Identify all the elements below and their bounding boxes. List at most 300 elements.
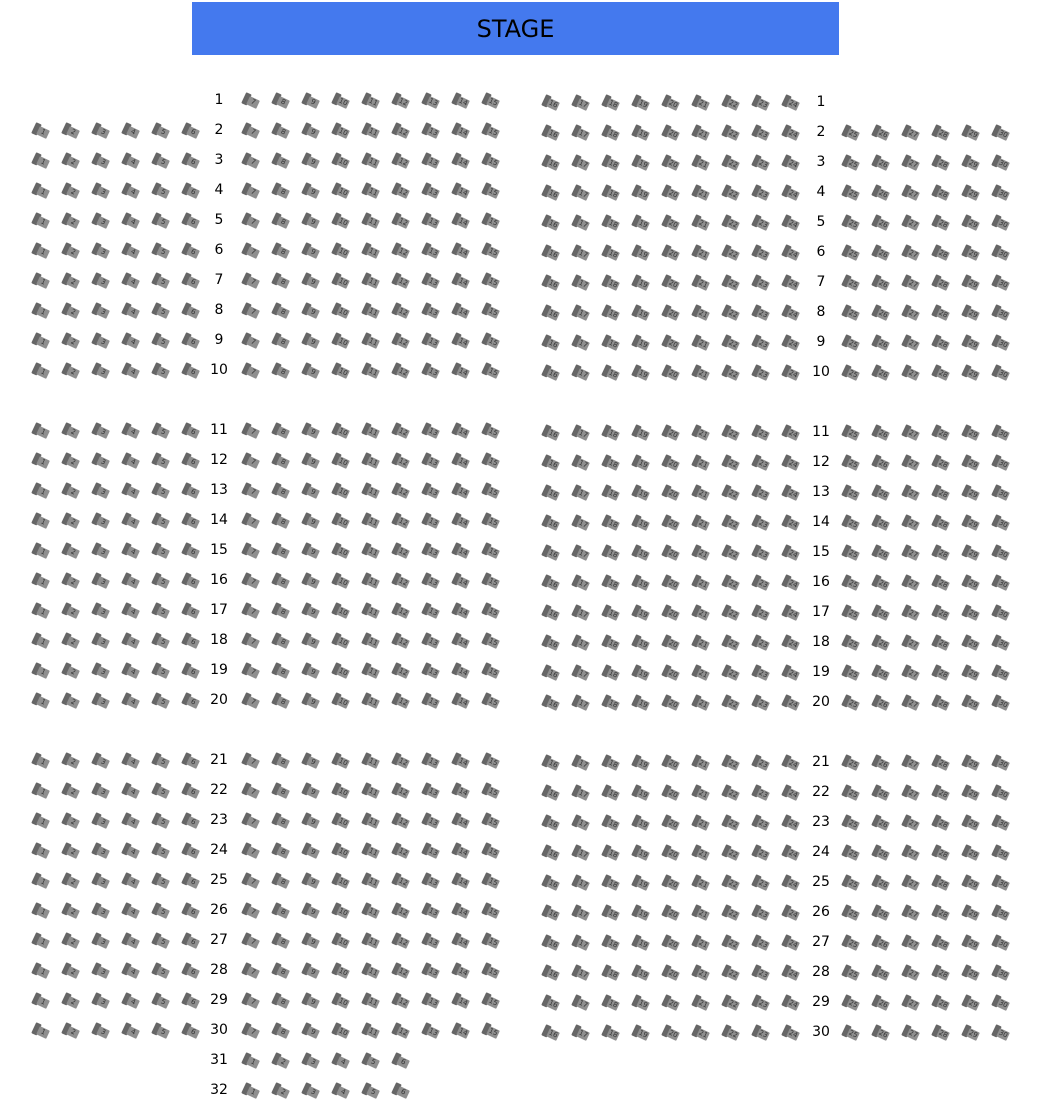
seat[interactable] bbox=[663, 367, 679, 379]
seat[interactable] bbox=[363, 935, 379, 947]
seat[interactable] bbox=[963, 307, 979, 319]
seat[interactable] bbox=[243, 575, 259, 587]
seat[interactable] bbox=[543, 427, 559, 439]
seat[interactable] bbox=[723, 907, 739, 919]
seat[interactable] bbox=[273, 365, 289, 377]
seat[interactable] bbox=[663, 217, 679, 229]
seat[interactable] bbox=[933, 307, 949, 319]
seat[interactable] bbox=[123, 905, 139, 917]
seat[interactable] bbox=[603, 787, 619, 799]
seat[interactable] bbox=[153, 275, 169, 287]
seat[interactable] bbox=[333, 905, 349, 917]
seat[interactable] bbox=[153, 875, 169, 887]
seat[interactable] bbox=[843, 457, 859, 469]
seat[interactable] bbox=[963, 517, 979, 529]
seat[interactable] bbox=[543, 937, 559, 949]
seat[interactable] bbox=[33, 845, 49, 857]
seat[interactable] bbox=[33, 905, 49, 917]
seat[interactable] bbox=[333, 785, 349, 797]
seat[interactable] bbox=[993, 607, 1009, 619]
seat[interactable] bbox=[333, 455, 349, 467]
seat[interactable] bbox=[543, 487, 559, 499]
seat[interactable] bbox=[243, 1055, 259, 1067]
seat[interactable] bbox=[303, 635, 319, 647]
seat[interactable] bbox=[423, 845, 439, 857]
seat[interactable] bbox=[633, 697, 649, 709]
seat[interactable] bbox=[663, 307, 679, 319]
seat[interactable] bbox=[753, 247, 769, 259]
seat[interactable] bbox=[273, 335, 289, 347]
seat[interactable] bbox=[693, 577, 709, 589]
seat[interactable] bbox=[33, 695, 49, 707]
seat[interactable] bbox=[153, 515, 169, 527]
seat[interactable] bbox=[423, 365, 439, 377]
seat[interactable] bbox=[693, 667, 709, 679]
seat[interactable] bbox=[453, 125, 469, 137]
seat[interactable] bbox=[663, 547, 679, 559]
seat[interactable] bbox=[423, 785, 439, 797]
seat[interactable] bbox=[273, 635, 289, 647]
seat[interactable] bbox=[363, 575, 379, 587]
seat[interactable] bbox=[963, 457, 979, 469]
seat[interactable] bbox=[453, 785, 469, 797]
seat[interactable] bbox=[33, 785, 49, 797]
seat[interactable] bbox=[663, 427, 679, 439]
seat[interactable] bbox=[243, 275, 259, 287]
seat[interactable] bbox=[993, 517, 1009, 529]
seat[interactable] bbox=[843, 247, 859, 259]
seat[interactable] bbox=[483, 605, 499, 617]
seat[interactable] bbox=[123, 635, 139, 647]
seat[interactable] bbox=[843, 487, 859, 499]
seat[interactable] bbox=[873, 997, 889, 1009]
seat[interactable] bbox=[273, 155, 289, 167]
seat[interactable] bbox=[363, 695, 379, 707]
seat[interactable] bbox=[723, 577, 739, 589]
seat[interactable] bbox=[333, 875, 349, 887]
seat[interactable] bbox=[483, 1025, 499, 1037]
seat[interactable] bbox=[63, 905, 79, 917]
seat[interactable] bbox=[333, 815, 349, 827]
seat[interactable] bbox=[963, 667, 979, 679]
seat[interactable] bbox=[63, 185, 79, 197]
seat[interactable] bbox=[363, 125, 379, 137]
seat[interactable] bbox=[123, 965, 139, 977]
seat[interactable] bbox=[633, 97, 649, 109]
seat[interactable] bbox=[393, 275, 409, 287]
seat[interactable] bbox=[153, 575, 169, 587]
seat[interactable] bbox=[93, 305, 109, 317]
seat[interactable] bbox=[633, 667, 649, 679]
seat[interactable] bbox=[93, 125, 109, 137]
seat[interactable] bbox=[723, 457, 739, 469]
seat[interactable] bbox=[243, 155, 259, 167]
seat[interactable] bbox=[603, 547, 619, 559]
seat[interactable] bbox=[273, 785, 289, 797]
seat[interactable] bbox=[963, 847, 979, 859]
seat[interactable] bbox=[273, 815, 289, 827]
seat[interactable] bbox=[723, 247, 739, 259]
seat[interactable] bbox=[153, 485, 169, 497]
seat[interactable] bbox=[843, 277, 859, 289]
seat[interactable] bbox=[303, 755, 319, 767]
seat[interactable] bbox=[303, 455, 319, 467]
seat[interactable] bbox=[633, 127, 649, 139]
seat[interactable] bbox=[753, 217, 769, 229]
seat[interactable] bbox=[273, 425, 289, 437]
seat[interactable] bbox=[93, 845, 109, 857]
seat[interactable] bbox=[693, 847, 709, 859]
seat[interactable] bbox=[993, 1027, 1009, 1039]
seat[interactable] bbox=[483, 965, 499, 977]
seat[interactable] bbox=[573, 667, 589, 679]
seat[interactable] bbox=[303, 365, 319, 377]
seat[interactable] bbox=[903, 847, 919, 859]
seat[interactable] bbox=[963, 997, 979, 1009]
seat[interactable] bbox=[123, 815, 139, 827]
seat[interactable] bbox=[963, 787, 979, 799]
seat[interactable] bbox=[933, 277, 949, 289]
seat[interactable] bbox=[723, 937, 739, 949]
seat[interactable] bbox=[93, 935, 109, 947]
seat[interactable] bbox=[573, 277, 589, 289]
seat[interactable] bbox=[333, 425, 349, 437]
seat[interactable] bbox=[393, 905, 409, 917]
seat[interactable] bbox=[273, 95, 289, 107]
seat[interactable] bbox=[543, 367, 559, 379]
seat[interactable] bbox=[423, 245, 439, 257]
seat[interactable] bbox=[543, 757, 559, 769]
seat[interactable] bbox=[543, 847, 559, 859]
seat[interactable] bbox=[123, 185, 139, 197]
seat[interactable] bbox=[363, 845, 379, 857]
seat[interactable] bbox=[993, 157, 1009, 169]
seat[interactable] bbox=[423, 695, 439, 707]
seat[interactable] bbox=[573, 847, 589, 859]
seat[interactable] bbox=[483, 365, 499, 377]
seat[interactable] bbox=[993, 427, 1009, 439]
seat[interactable] bbox=[303, 605, 319, 617]
seat[interactable] bbox=[483, 635, 499, 647]
seat[interactable] bbox=[483, 185, 499, 197]
seat[interactable] bbox=[363, 245, 379, 257]
seat[interactable] bbox=[933, 907, 949, 919]
seat[interactable] bbox=[33, 155, 49, 167]
seat[interactable] bbox=[393, 125, 409, 137]
seat[interactable] bbox=[183, 1025, 199, 1037]
seat[interactable] bbox=[483, 665, 499, 677]
seat[interactable] bbox=[783, 637, 799, 649]
seat[interactable] bbox=[453, 275, 469, 287]
seat[interactable] bbox=[603, 277, 619, 289]
seat[interactable] bbox=[153, 935, 169, 947]
seat[interactable] bbox=[753, 127, 769, 139]
seat[interactable] bbox=[693, 757, 709, 769]
seat[interactable] bbox=[333, 95, 349, 107]
seat[interactable] bbox=[153, 455, 169, 467]
seat[interactable] bbox=[903, 1027, 919, 1039]
seat[interactable] bbox=[693, 277, 709, 289]
seat[interactable] bbox=[393, 545, 409, 557]
seat[interactable] bbox=[573, 367, 589, 379]
seat[interactable] bbox=[903, 997, 919, 1009]
seat[interactable] bbox=[453, 665, 469, 677]
seat[interactable] bbox=[333, 1025, 349, 1037]
seat[interactable] bbox=[363, 545, 379, 557]
seat[interactable] bbox=[273, 875, 289, 887]
seat[interactable] bbox=[453, 155, 469, 167]
seat[interactable] bbox=[183, 545, 199, 557]
seat[interactable] bbox=[243, 995, 259, 1007]
seat[interactable] bbox=[933, 577, 949, 589]
seat[interactable] bbox=[873, 367, 889, 379]
seat[interactable] bbox=[903, 757, 919, 769]
seat[interactable] bbox=[333, 605, 349, 617]
seat[interactable] bbox=[243, 125, 259, 137]
seat[interactable] bbox=[93, 485, 109, 497]
seat[interactable] bbox=[543, 697, 559, 709]
seat[interactable] bbox=[603, 217, 619, 229]
seat[interactable] bbox=[243, 905, 259, 917]
seat[interactable] bbox=[753, 97, 769, 109]
seat[interactable] bbox=[603, 97, 619, 109]
seat[interactable] bbox=[903, 127, 919, 139]
seat[interactable] bbox=[873, 847, 889, 859]
seat[interactable] bbox=[723, 277, 739, 289]
seat[interactable] bbox=[933, 157, 949, 169]
seat[interactable] bbox=[633, 337, 649, 349]
seat[interactable] bbox=[753, 337, 769, 349]
seat[interactable] bbox=[963, 697, 979, 709]
seat[interactable] bbox=[453, 545, 469, 557]
seat[interactable] bbox=[873, 667, 889, 679]
seat[interactable] bbox=[783, 277, 799, 289]
seat[interactable] bbox=[603, 637, 619, 649]
seat[interactable] bbox=[183, 275, 199, 287]
seat[interactable] bbox=[993, 787, 1009, 799]
seat[interactable] bbox=[933, 967, 949, 979]
seat[interactable] bbox=[93, 665, 109, 677]
seat[interactable] bbox=[663, 997, 679, 1009]
seat[interactable] bbox=[483, 995, 499, 1007]
seat[interactable] bbox=[453, 755, 469, 767]
seat[interactable] bbox=[633, 307, 649, 319]
seat[interactable] bbox=[123, 575, 139, 587]
seat[interactable] bbox=[753, 427, 769, 439]
seat[interactable] bbox=[543, 187, 559, 199]
seat[interactable] bbox=[993, 667, 1009, 679]
seat[interactable] bbox=[633, 277, 649, 289]
seat[interactable] bbox=[573, 697, 589, 709]
seat[interactable] bbox=[423, 185, 439, 197]
seat[interactable] bbox=[693, 937, 709, 949]
seat[interactable] bbox=[963, 247, 979, 259]
seat[interactable] bbox=[543, 277, 559, 289]
seat[interactable] bbox=[663, 967, 679, 979]
seat[interactable] bbox=[273, 905, 289, 917]
seat[interactable] bbox=[633, 877, 649, 889]
seat[interactable] bbox=[453, 335, 469, 347]
seat[interactable] bbox=[663, 97, 679, 109]
seat[interactable] bbox=[393, 455, 409, 467]
seat[interactable] bbox=[753, 787, 769, 799]
seat[interactable] bbox=[543, 307, 559, 319]
seat[interactable] bbox=[573, 457, 589, 469]
seat[interactable] bbox=[873, 517, 889, 529]
seat[interactable] bbox=[303, 515, 319, 527]
seat[interactable] bbox=[933, 637, 949, 649]
seat[interactable] bbox=[33, 965, 49, 977]
seat[interactable] bbox=[243, 845, 259, 857]
seat[interactable] bbox=[333, 485, 349, 497]
seat[interactable] bbox=[243, 695, 259, 707]
seat[interactable] bbox=[933, 367, 949, 379]
seat[interactable] bbox=[783, 607, 799, 619]
seat[interactable] bbox=[723, 1027, 739, 1039]
seat[interactable] bbox=[543, 997, 559, 1009]
seat[interactable] bbox=[63, 155, 79, 167]
seat[interactable] bbox=[963, 157, 979, 169]
seat[interactable] bbox=[573, 967, 589, 979]
seat[interactable] bbox=[783, 877, 799, 889]
seat[interactable] bbox=[183, 575, 199, 587]
seat[interactable] bbox=[393, 965, 409, 977]
seat[interactable] bbox=[783, 157, 799, 169]
seat[interactable] bbox=[963, 637, 979, 649]
seat[interactable] bbox=[93, 275, 109, 287]
seat[interactable] bbox=[693, 127, 709, 139]
seat[interactable] bbox=[303, 125, 319, 137]
seat[interactable] bbox=[363, 485, 379, 497]
seat[interactable] bbox=[933, 247, 949, 259]
seat[interactable] bbox=[93, 605, 109, 617]
seat[interactable] bbox=[543, 607, 559, 619]
seat[interactable] bbox=[933, 607, 949, 619]
seat[interactable] bbox=[573, 817, 589, 829]
seat[interactable] bbox=[63, 365, 79, 377]
seat[interactable] bbox=[933, 217, 949, 229]
seat[interactable] bbox=[423, 215, 439, 227]
seat[interactable] bbox=[243, 455, 259, 467]
seat[interactable] bbox=[843, 187, 859, 199]
seat[interactable] bbox=[63, 785, 79, 797]
seat[interactable] bbox=[693, 247, 709, 259]
seat[interactable] bbox=[33, 875, 49, 887]
seat[interactable] bbox=[693, 997, 709, 1009]
seat[interactable] bbox=[903, 367, 919, 379]
seat[interactable] bbox=[603, 337, 619, 349]
seat[interactable] bbox=[93, 755, 109, 767]
seat[interactable] bbox=[603, 427, 619, 439]
seat[interactable] bbox=[933, 517, 949, 529]
seat[interactable] bbox=[873, 427, 889, 439]
seat[interactable] bbox=[753, 367, 769, 379]
seat[interactable] bbox=[783, 367, 799, 379]
seat[interactable] bbox=[903, 517, 919, 529]
seat[interactable] bbox=[93, 815, 109, 827]
seat[interactable] bbox=[663, 667, 679, 679]
seat[interactable] bbox=[753, 817, 769, 829]
seat[interactable] bbox=[663, 637, 679, 649]
seat[interactable] bbox=[933, 997, 949, 1009]
seat[interactable] bbox=[33, 1025, 49, 1037]
seat[interactable] bbox=[63, 815, 79, 827]
seat[interactable] bbox=[963, 277, 979, 289]
seat[interactable] bbox=[993, 847, 1009, 859]
seat[interactable] bbox=[303, 185, 319, 197]
seat[interactable] bbox=[93, 875, 109, 887]
seat[interactable] bbox=[663, 1027, 679, 1039]
seat[interactable] bbox=[573, 997, 589, 1009]
seat[interactable] bbox=[453, 485, 469, 497]
seat[interactable] bbox=[633, 637, 649, 649]
seat[interactable] bbox=[483, 575, 499, 587]
seat[interactable] bbox=[483, 215, 499, 227]
seat[interactable] bbox=[843, 337, 859, 349]
seat[interactable] bbox=[393, 575, 409, 587]
seat[interactable] bbox=[873, 277, 889, 289]
seat[interactable] bbox=[753, 847, 769, 859]
seat[interactable] bbox=[63, 965, 79, 977]
seat[interactable] bbox=[573, 487, 589, 499]
seat[interactable] bbox=[393, 95, 409, 107]
seat[interactable] bbox=[573, 517, 589, 529]
seat[interactable] bbox=[93, 965, 109, 977]
seat[interactable] bbox=[783, 487, 799, 499]
seat[interactable] bbox=[393, 845, 409, 857]
seat[interactable] bbox=[423, 995, 439, 1007]
seat[interactable] bbox=[903, 187, 919, 199]
seat[interactable] bbox=[693, 967, 709, 979]
seat[interactable] bbox=[363, 185, 379, 197]
seat[interactable] bbox=[393, 1085, 409, 1097]
seat[interactable] bbox=[243, 185, 259, 197]
seat[interactable] bbox=[483, 755, 499, 767]
seat[interactable] bbox=[783, 847, 799, 859]
seat[interactable] bbox=[183, 845, 199, 857]
seat[interactable] bbox=[723, 217, 739, 229]
seat[interactable] bbox=[453, 815, 469, 827]
seat[interactable] bbox=[483, 875, 499, 887]
seat[interactable] bbox=[363, 995, 379, 1007]
seat[interactable] bbox=[303, 905, 319, 917]
seat[interactable] bbox=[273, 515, 289, 527]
seat[interactable] bbox=[243, 305, 259, 317]
seat[interactable] bbox=[843, 547, 859, 559]
seat[interactable] bbox=[633, 907, 649, 919]
seat[interactable] bbox=[63, 455, 79, 467]
seat[interactable] bbox=[933, 877, 949, 889]
seat[interactable] bbox=[363, 215, 379, 227]
seat[interactable] bbox=[453, 215, 469, 227]
seat[interactable] bbox=[873, 127, 889, 139]
seat[interactable] bbox=[903, 427, 919, 439]
seat[interactable] bbox=[183, 785, 199, 797]
seat[interactable] bbox=[123, 335, 139, 347]
seat[interactable] bbox=[333, 545, 349, 557]
seat[interactable] bbox=[483, 425, 499, 437]
seat[interactable] bbox=[843, 877, 859, 889]
seat[interactable] bbox=[333, 245, 349, 257]
seat[interactable] bbox=[903, 667, 919, 679]
seat[interactable] bbox=[123, 665, 139, 677]
seat[interactable] bbox=[393, 935, 409, 947]
seat[interactable] bbox=[363, 1085, 379, 1097]
seat[interactable] bbox=[663, 697, 679, 709]
seat[interactable] bbox=[663, 607, 679, 619]
seat[interactable] bbox=[183, 515, 199, 527]
seat[interactable] bbox=[693, 637, 709, 649]
